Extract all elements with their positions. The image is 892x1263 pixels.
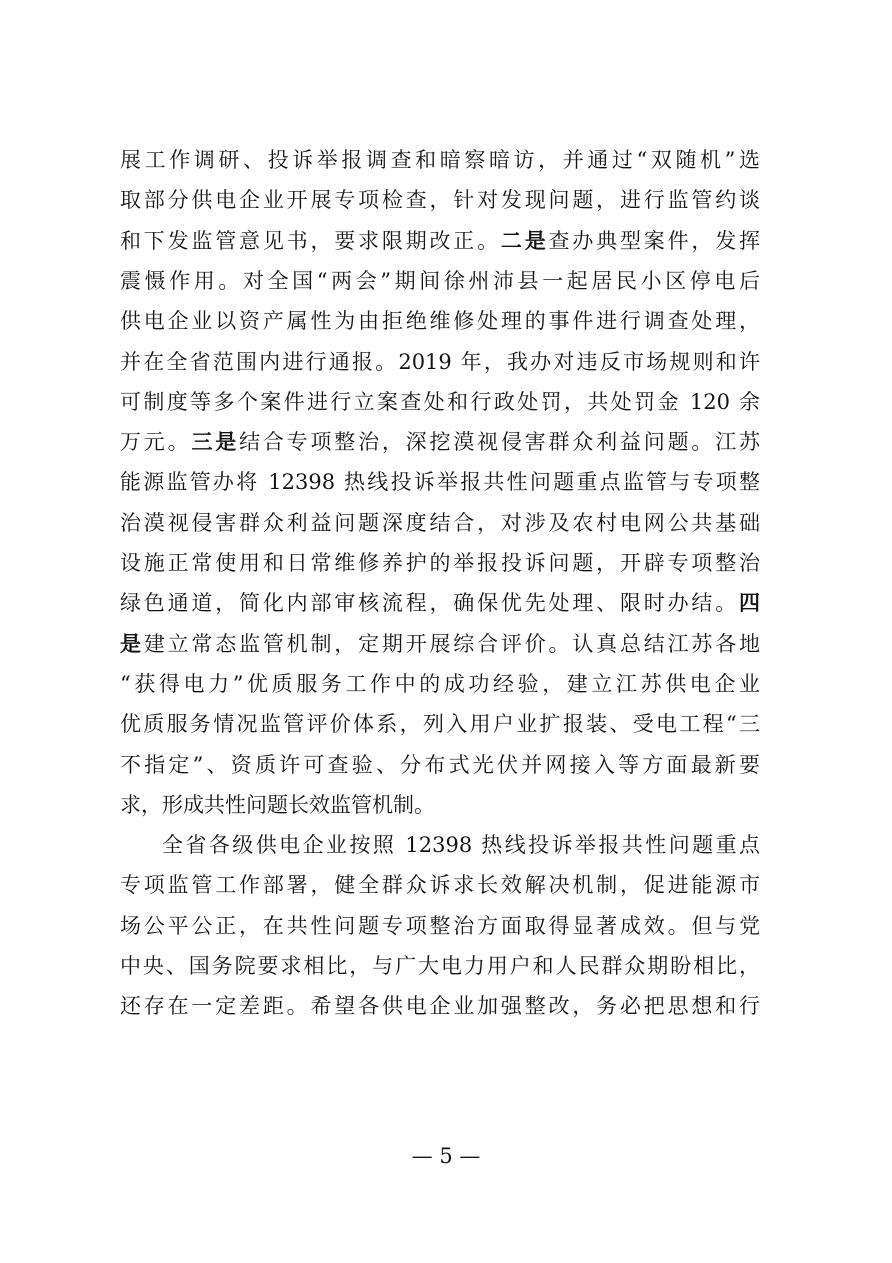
text-line (120, 793, 760, 817)
text-segment: 全省各级供电企业按照 12398 热线投诉举报共性问题重点 (162, 833, 760, 858)
bold-lead-text: 四 (739, 591, 760, 616)
text-segment: 求，形成共性问题长效监管机制。 (120, 792, 435, 817)
text-segment: 中央、国务院要求相比，与广大电力用户和人民群众期盼相比， (120, 954, 760, 978)
text-line (120, 753, 760, 777)
text-segment: 结合专项整治，深挖漠视侵害群众利益问题。江苏 (239, 430, 760, 455)
text-line (120, 914, 760, 938)
text-line (120, 511, 760, 535)
bold-lead-text: 二是 (500, 228, 549, 253)
text-segment: 查办典型案件，发挥 (548, 228, 760, 253)
text-line (120, 350, 760, 374)
text-segment: 优质服务情况监管评价体系，列入用户业扩报装、受电工程“三 (120, 712, 760, 737)
text-segment: 治漠视侵害群众利益问题深度结合，对涉及农村电网公共基础 (120, 510, 760, 535)
text-line (120, 551, 760, 575)
text-line (120, 632, 760, 656)
text-segment: 设施正常使用和日常维修养护的举报投诉问题，开辟专项整治 (120, 551, 760, 575)
bold-lead-text: 是 (120, 631, 144, 656)
text-segment: 万元。 (120, 430, 192, 455)
text-segment: 不指定”、资质许可查验、分布式光伏并网接入等方面最新要 (120, 752, 760, 777)
text-line (120, 994, 760, 1018)
text-segment: 可制度等多个案件进行立案查处和行政处罚，共处罚金 120 余 (120, 389, 760, 414)
text-line (120, 269, 760, 293)
text-segment: 还存在一定差距。希望各供电企业加强整改，务必把思想和行 (120, 994, 760, 1019)
text-segment: 并在全省范围内进行通报。2019 年，我办对违反市场规则和许 (120, 349, 760, 374)
text-segment: 和下发监管意见书，要求限期改正。 (120, 228, 501, 253)
text-line (120, 430, 760, 454)
text-line (120, 833, 760, 857)
text-line (120, 954, 760, 978)
text-segment: 取部分供电企业开展专项检查，针对发现问题，进行监管约谈 (120, 188, 760, 213)
text-segment: 场公平公正，在共性问题专项整治方面取得显著成效。但与党 (120, 913, 760, 938)
page-number: — 5 — (411, 1144, 481, 1168)
text-segment: “获得电力”优质服务工作中的成功经验，建立江苏供电企业 (120, 671, 760, 696)
text-line (120, 309, 760, 333)
text-line (120, 873, 760, 897)
text-segment: 供电企业以资产属性为由拒绝维修处理的事件进行调查处理， (120, 309, 760, 334)
text-segment: 震慑作用。对全国“两会”期间徐州沛县一起居民小区停电后 (120, 268, 760, 293)
text-segment: 展工作调研、投诉举报调查和暗察暗访，并通过“双随机”选 (120, 148, 760, 172)
text-line (120, 470, 760, 494)
text-segment: 绿色通道，简化内部审核流程，确保优先处理、限时办结。 (120, 591, 739, 616)
text-line (120, 148, 760, 172)
text-line (120, 188, 760, 212)
text-segment: 建立常态监管机制，定期开展综合评价。认真总结江苏各地 (143, 631, 760, 656)
text-line (120, 229, 760, 253)
text-line (120, 712, 760, 736)
text-segment: 能源监管办将 12398 热线投诉举报共性问题重点监管与专项整 (120, 470, 760, 495)
text-line (120, 672, 760, 696)
bold-lead-text: 三是 (191, 430, 240, 455)
text-segment: 专项监管工作部署，健全群众诉求长效解决机制，促进能源市 (120, 873, 760, 898)
text-line (120, 390, 760, 414)
text-line (120, 591, 760, 615)
